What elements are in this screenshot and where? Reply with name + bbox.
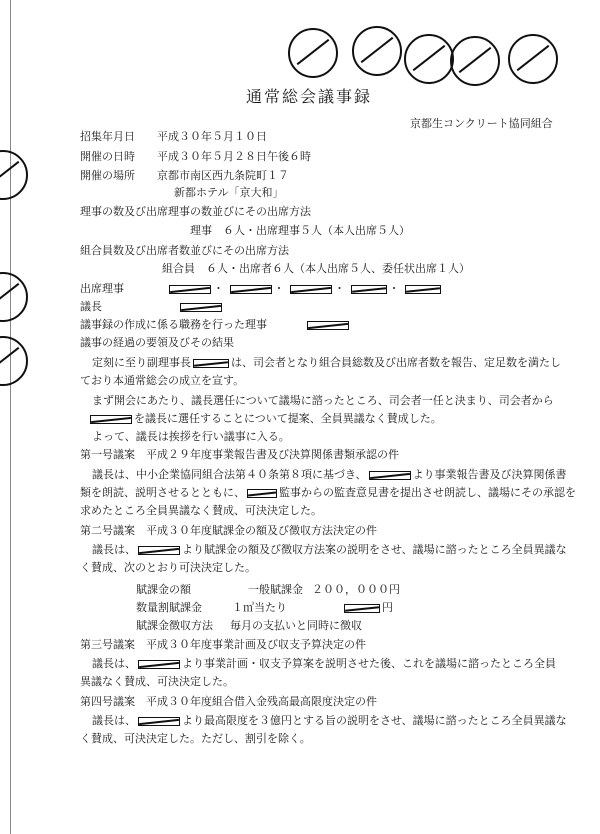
redaction-box xyxy=(230,285,272,294)
redaction-box xyxy=(180,303,222,312)
chair-row xyxy=(80,300,224,314)
scan-edge-line xyxy=(10,0,11,834)
redaction-box xyxy=(351,285,387,294)
meeting-datetime: 開催の日時 平成３０年５月２８日午後６時 xyxy=(80,150,311,163)
document-title: 通常総会議事録 xyxy=(246,87,373,106)
seal-stamp xyxy=(288,28,338,78)
seal-stamp xyxy=(508,34,558,84)
redaction-box xyxy=(290,285,332,294)
directors-heading: 理事の数及び出席理事の数並びにその出席方法 xyxy=(80,205,311,218)
proceedings-line: よって、議長は挨拶を行い議事に入る。 xyxy=(92,430,290,443)
volume-levy-value: 円 xyxy=(342,601,393,615)
redaction-box xyxy=(344,604,380,613)
agenda-3-text: 異議なく賛成、可決決定した。 xyxy=(80,675,234,688)
agenda-1-text: 類を朗読、説明させるとともに、 監事からの監査意見書を提出させ朗読し、議場にその承認を xyxy=(80,486,576,499)
minutes-director-row xyxy=(80,318,351,332)
agenda-3-heading: 第三号議案 平成３０年度事業計画及び収支予算決定の件 xyxy=(80,638,366,651)
convocation-date: 招集年月日 平成３０年５月１０日 xyxy=(80,130,267,143)
redaction-box xyxy=(307,321,349,330)
seal-stamp xyxy=(352,26,402,76)
levy-method-value: 毎月の支払いと同時に徴収 xyxy=(230,619,362,632)
proceedings-line: を議長に選任することについて提案、全員異議なく賛成した。 xyxy=(80,412,442,426)
meeting-venue: 新都ホテル「京大和」 xyxy=(174,186,284,199)
redaction-box xyxy=(138,546,180,555)
per-cubic-meter-label: １㎥当たり xyxy=(232,601,287,614)
members-heading: 組合員数及び出席者数並びにその出席方法 xyxy=(80,244,289,257)
meeting-place: 開催の場所 京都市南区西九条院町１７ xyxy=(80,169,289,182)
organization-name: 京都生コンクリート協同組合 xyxy=(410,117,553,130)
agenda-4-text: 議長は、 より最高限度を３億円とする旨の説明をさせ、議場に諮ったところ全員異議な xyxy=(92,714,567,727)
redaction-box xyxy=(138,717,180,726)
levy-amount-label: 賦課金の額 xyxy=(136,583,191,596)
agenda-1-text: 議長は、中小企業協同組合法第４０条第８項に基づき、 より事業報告書及び決算関係書 xyxy=(92,468,567,481)
minutes-director-label: 議事録の作成に係る職務を行った理事 xyxy=(80,318,267,331)
agenda-1-text: 求めたところ全員異議なく賛成、可決決定した。 xyxy=(80,504,322,517)
agenda-2-text: 議長は、 より賦課金の額及び徴収方法案の説明をさせ、議場に諮ったところ全員異議な xyxy=(92,543,567,556)
general-levy-value: ２００，０００円 xyxy=(312,583,400,596)
general-levy-label: 一般賦課金 xyxy=(248,583,303,596)
proceedings-heading: 議事の経過の要領及びその結果 xyxy=(80,336,234,349)
attending-directors-row: 出席理事 ・ ・ ・ ・ xyxy=(80,282,443,296)
agenda-3-text: 議長は、 より事業計画・収支予算案を説明させた後、これを議場に諮ったところ全員 xyxy=(92,657,556,670)
chair-label: 議長 xyxy=(80,300,102,313)
proceedings-line: まず開会にあたり、議長選任について議場に諮ったところ、司会者一任と決まり、司会者から xyxy=(92,394,554,407)
seal-stamp xyxy=(0,336,28,386)
directors-count: 理事 ６人・出席理事５人（本人出席５人） xyxy=(190,224,410,237)
seal-stamp xyxy=(404,34,454,84)
agenda-2-text: く賛成、次のとおり可決決定した。 xyxy=(80,561,256,574)
seal-stamp xyxy=(0,150,28,200)
agenda-4-text: く賛成、可決決定した。ただし、割引を除く。 xyxy=(80,732,311,745)
seal-stamp xyxy=(450,36,500,86)
volume-levy-label: 数量割賦課金 xyxy=(136,601,202,614)
redaction-box xyxy=(369,471,411,480)
attending-directors-label: 出席理事 xyxy=(80,282,124,295)
redaction-box xyxy=(169,285,211,294)
seal-stamp xyxy=(0,272,28,322)
redaction-box xyxy=(193,359,229,368)
redaction-box xyxy=(138,660,180,669)
agenda-1-heading: 第一号議案 平成２９年度事業報告書及び決算関係書類承認の件 xyxy=(80,448,399,461)
redaction-box xyxy=(405,285,441,294)
levy-method-label: 賦課金徴収方法 xyxy=(136,619,213,632)
members-count: 組合員 ６人・出席者６人（本人出席５人、委任状出席１人） xyxy=(162,262,470,275)
redaction-box xyxy=(247,489,277,498)
proceedings-line: 定刻に至り副理事長 は、司会者となり組合員総数及び出席者数を報告、定足数を満たし xyxy=(92,356,561,369)
agenda-2-heading: 第二号議案 平成３０年度賦課金の額及び徴収方法決定の件 xyxy=(80,524,377,537)
redaction-box xyxy=(90,415,132,424)
proceedings-line: ており本通常総会の成立を宣す。 xyxy=(80,374,245,387)
agenda-4-heading: 第四号議案 平成３０年度組合借入金残高最高限度決定の件 xyxy=(80,695,377,708)
